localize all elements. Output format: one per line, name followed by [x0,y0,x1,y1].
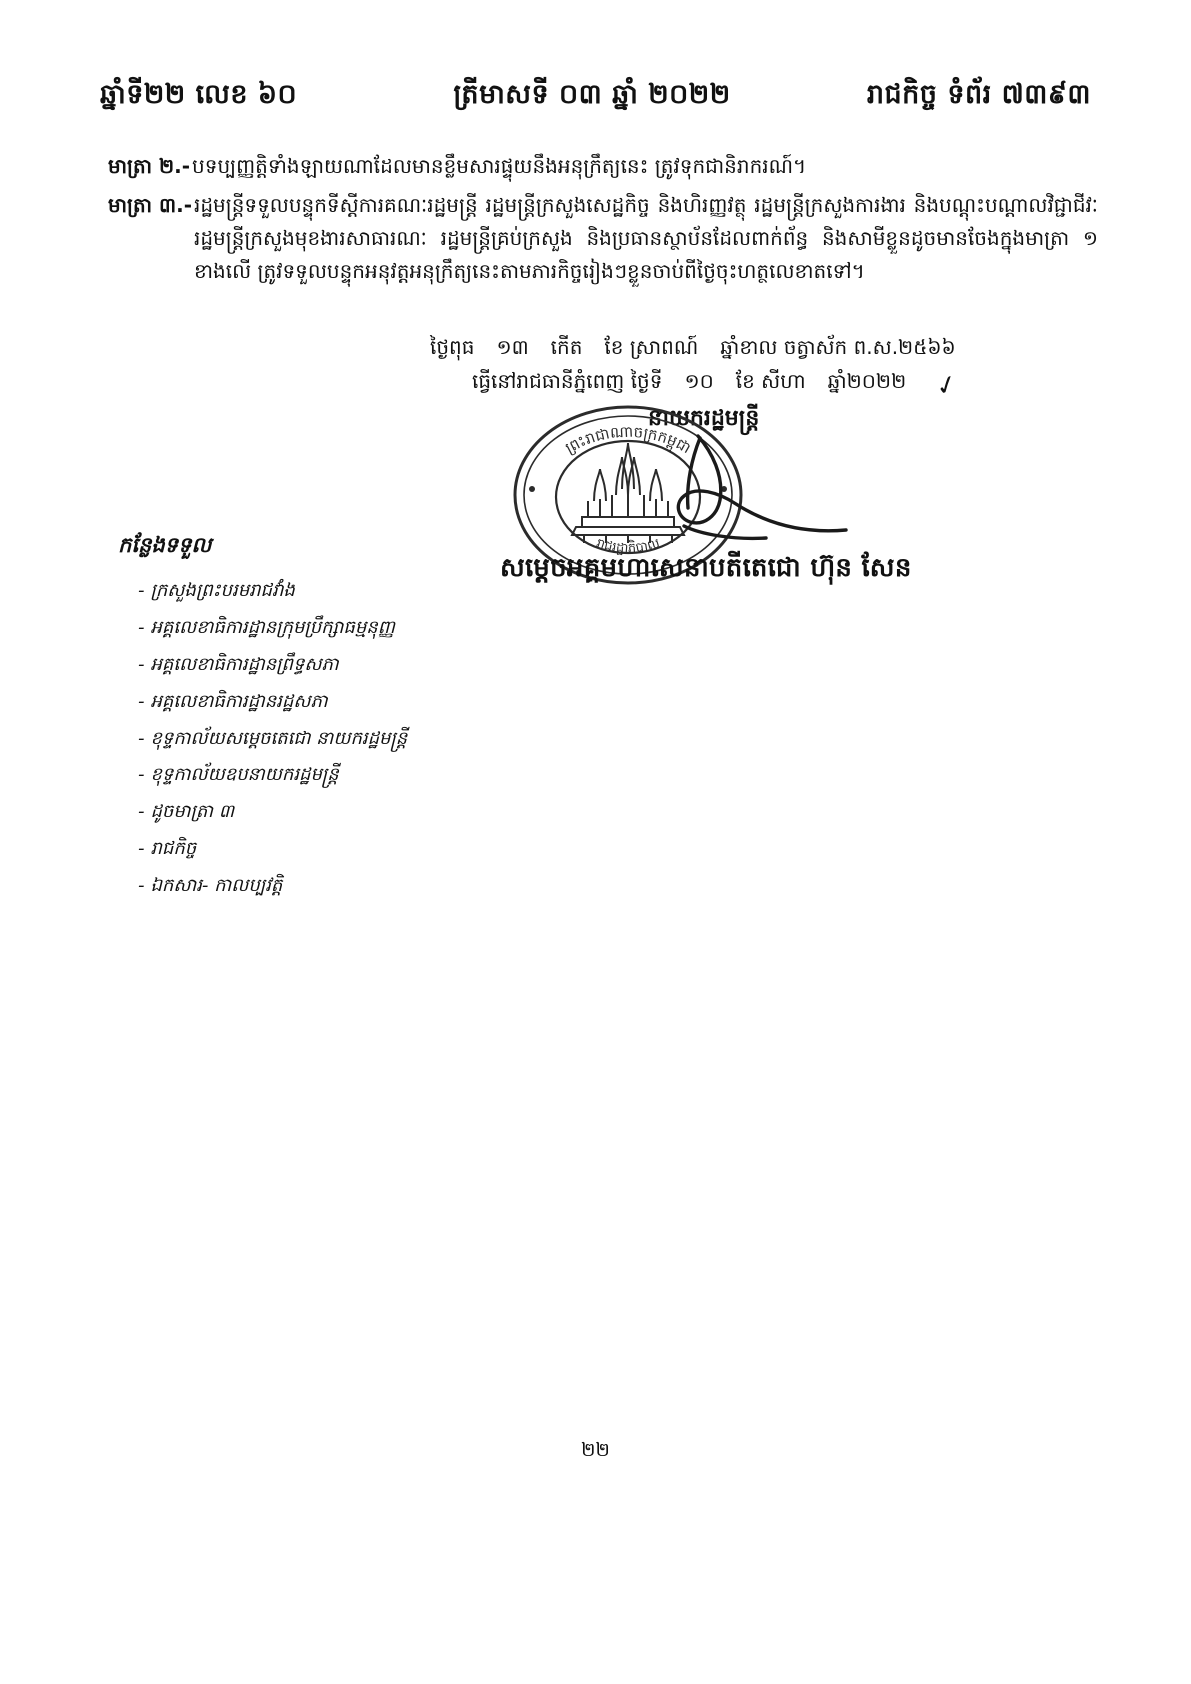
handwritten-signature [640,430,880,560]
signer-name: សម្តេចអគ្គមហាសេនាបតីតេជោ ហ៊ុន សែន [500,553,912,583]
header-gazette-page: រាជកិច្ច ទំព័រ ៧៣៩៣ [866,79,1091,110]
list-item-label: ឯកសារ- កាលប្បវត្តិ [150,875,283,897]
page-header [100,78,1091,117]
dateline-lunar-month: ខែ ស្រាពណ៍ [604,335,699,359]
svg-text:ព្រះរាជាណាចក្រកម្ពុជា: ព្រះរាជាណាចក្រកម្ពុជា [562,422,695,458]
dash-icon: - [138,653,145,675]
dateline-block [430,330,1050,408]
distribution-block [112,532,472,905]
distribution-list [112,573,472,905]
list-item-label: ដូចមាត្រា ៣ [150,801,235,823]
article-3-text: រដ្ឋមន្ត្រីទទួលបន្ទុកទីស្តីការគណៈរដ្ឋមន្ត្រី រដ្ឋមន្ត្រីក្រសួងសេដ្ឋកិច្ច និងហិរញ្ញវត្ថុ រដ្ឋមន្ត្រីក្រសួងការងារ និងបណ្តុះបណ្តាលវិជ្ជាជីវៈ រដ្ឋមន្ត្រីក្រសួងមុខងារសាធារណៈ រដ្ឋមន្ត្រីគ្រប់ក្រសួង និងប្រធានស្ថាប័នដែលពាក់ព័ន្ធ និងសាមីខ្លួនដូចមានចែងក្នុងមាត្រា ១ ខាងលើ ត្រូវទទួលបន្ទុកអនុវត្តអនុក្រឹត្យនេះតាមភារកិច្ចរៀងៗខ្លួនចាប់ពីថ្ងៃចុះហត្ថលេខាតទៅ។ [194,193,1098,283]
dash-icon: - [138,838,145,860]
dash-icon: - [138,727,145,749]
article-body [108,150,1098,294]
list-item-label: ខុទ្ទកាល័យសម្តេចតេជោ នាយករដ្ឋមន្ត្រី [150,727,408,749]
dash-icon: - [138,764,145,786]
dash-icon: - [138,690,145,712]
dash-icon: - [138,875,145,897]
list-item-label: ក្រសួងព្រះបរមរាជវាំង [150,580,295,601]
list-item-label: ខុទ្ទកាល័យឧបនាយករដ្ឋមន្ត្រី [150,764,339,786]
dash-icon: - [138,580,145,601]
header-quarter: ត្រីមាសទី ០៣ ឆ្នាំ ២០២២ [453,79,731,110]
list-item [138,610,472,647]
list-item [138,684,472,721]
dateline-place-year: ឆ្នាំ២០២២ [827,369,907,393]
list-item-label: អគ្គលេខាធិការដ្ឋានរដ្ឋសភា [150,690,328,712]
list-item-label: អគ្គលេខាធិការដ្ឋានក្រុមប្រឹក្សាធម្មនុញ្ញ [150,616,395,638]
list-item [138,794,472,831]
distribution-title: កន្លែងទទួល [118,533,212,557]
list-item [138,573,472,610]
dateline-lunar-year: ឆ្នាំខាល ចត្វាស័ក ព.ស.២៥៦៦ [720,335,956,359]
page-footer [0,1438,1191,1466]
page-number: ២២ [581,1439,610,1461]
dash-icon: - [138,616,145,638]
article-2 [108,150,1098,183]
svg-text:រាជរដ្ឋាភិបាល: រាជរដ្ឋាភិបាល [594,535,662,557]
list-item [138,721,472,758]
dateline-lunar [430,330,1050,364]
dateline-place-prefix: ធ្វើនៅរាជធានីភ្នំពេញ ថ្ងៃទី [472,369,663,393]
dateline-lunar-phase: កើត [550,335,583,359]
signer-title: នាយករដ្ឋមន្ត្រី [648,406,760,431]
list-item [138,831,472,868]
article-3 [108,189,1098,288]
article-3-label: មាត្រា ៣.- [108,193,192,217]
dateline-place-day: ១០ [684,369,714,393]
article-2-label: មាត្រា ២.- [108,154,191,178]
list-item [138,868,472,905]
dateline-lunar-day: ១៣ [496,335,529,359]
header-issue: ឆ្នាំទី២២ លេខ ៦០ [100,79,298,110]
dateline-place-month: ខែ សីហា [735,369,806,393]
dash-icon: - [138,801,145,823]
dateline-weekday: ថ្ងៃពុធ [430,335,475,359]
article-2-text: បទប្បញ្ញត្តិទាំងឡាយណាដែលមានខ្លឹមសារផ្ទុយនឹងអនុក្រឹត្យនេះ ត្រូវទុកជានិរាករណ៍។ [192,154,807,178]
list-item [138,647,472,684]
list-item-label: រាជកិច្ច [150,838,197,860]
tick-mark-icon: ✓ [932,368,963,404]
list-item [138,757,472,794]
list-item-label: អគ្គលេខាធិការដ្ឋានព្រឹទ្ធសភា [150,653,339,675]
